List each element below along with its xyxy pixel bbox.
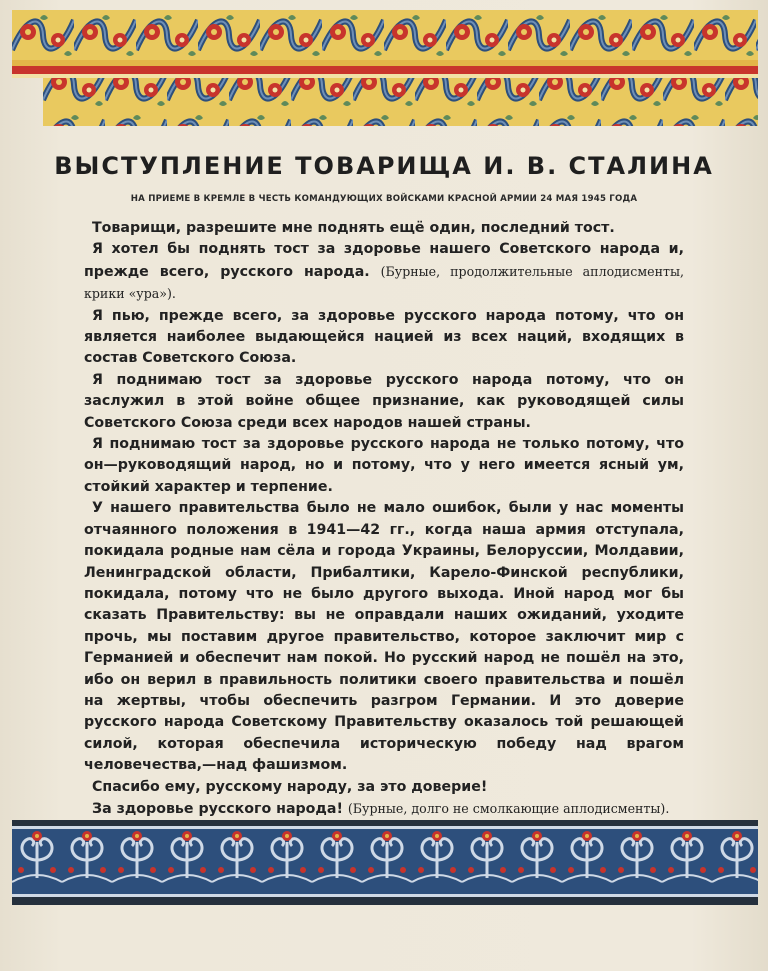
paragraph: Я хотел бы поднять тост за здоровье нашего Советского народа и, прежде всего, русского народа. (Бурные, продолжительные аплодисменты, крики «ура»). xyxy=(84,241,684,302)
bottom-floral-ornament xyxy=(12,820,758,905)
speech-text xyxy=(84,218,684,820)
paragraph: У нашего правительства было не мало ошибок, были у нас моменты отчаянного положения в 1941—42 гг., когда наша армия отступала, покидала родные нам сёла и города Украины, Белоруссии, Молдавии, Ленинградской области, Прибалтики, Карело-Финской республики, покидала, потому что не было другого выхода. Иной народ мог бы сказать Правительству: вы не оправдали наших ожиданий, уходите прочь, мы поставим другое правительство, которое заключит мир с Германией и обеспечит нам покой. Но русский народ не пошёл на это, ибо он верил в правильность политики своего правительства и пошёл на жертвы, чтобы обеспечить разгром Германии. И это доверие русского народа Советскому Правительству оказалось той решающей силой, которая обеспечила историческую победу над врагом человечества,—над фашизмом. xyxy=(84,500,684,774)
paragraph: За здоровье русского народа! (Бурные, долго не смолкающие аплодисменты). xyxy=(92,800,670,817)
paragraph: Я поднимаю тост за здоровье русского народа потому, что он заслужил в этой войне общее признание, как руководящей силы Советского Союза среди всех народов нашей страны. xyxy=(84,371,684,431)
stage-remark: (Бурные, долго не смолкающие аплодисменты). xyxy=(347,800,670,816)
document-title: ВЫСТУПЛЕНИЕ ТОВАРИЩА И. В. СТАЛИНА xyxy=(54,152,714,180)
paragraph: Спасибо ему, русскому народу, за это доверие! xyxy=(92,778,488,795)
document-subtitle: НА ПРИЕМЕ В КРЕМЛЕ В ЧЕСТЬ КОМАНДУЮЩИХ ВОЙСКАМИ КРАСНОЙ АРМИИ 24 МАЯ 1945 ГОДА xyxy=(130,194,638,204)
paragraph: Я пью, прежде всего, за здоровье русского народа потому, что он является наиболее выдающейся нацией из всех наций, входящих в состав Советского Союза. xyxy=(84,307,684,367)
paragraph: Я поднимаю тост за здоровье русского народа не только потому, что он—руководящий народ, но и потому, что у него имеется ясный ум, стойкий характер и терпение. xyxy=(84,436,684,495)
stage-remark: (Бурные, продолжительные аплодисменты, крики «ура»). xyxy=(84,263,684,302)
paragraph: Товарищи, разрешите мне поднять ещё один, последний тост. xyxy=(92,220,615,236)
top-floral-ornament xyxy=(12,10,758,128)
